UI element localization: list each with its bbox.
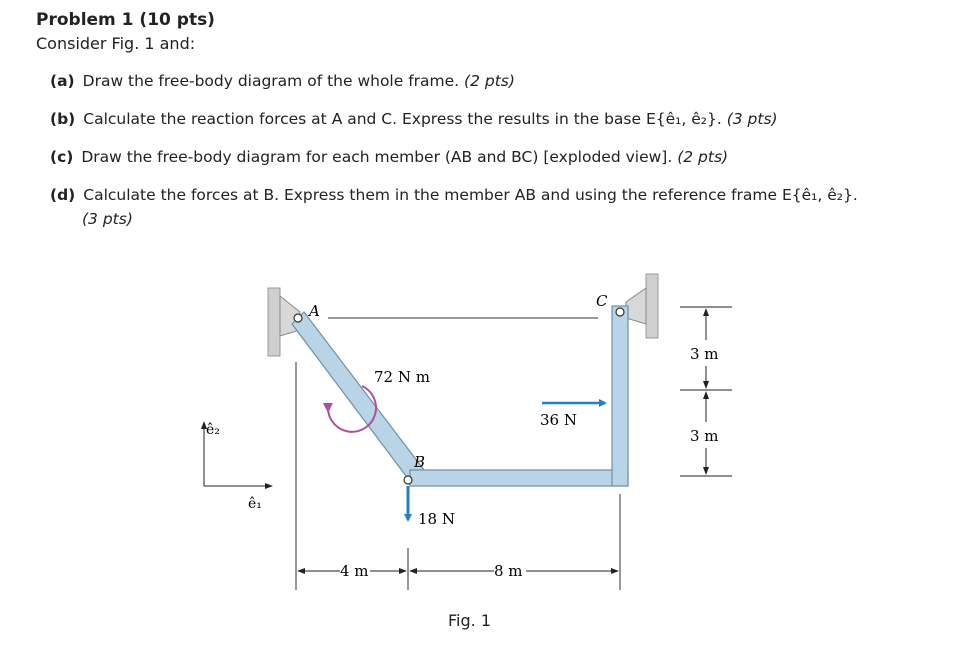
part-c-text: Draw the free-body diagram for each member (AB and BC) [exploded view].: [81, 148, 673, 166]
pin-a: [294, 314, 302, 322]
right-wall-support: [626, 274, 658, 338]
label-c: C: [596, 292, 608, 310]
dim-8m-label: 8 m: [494, 562, 523, 580]
basis-e1-label: ê₁: [248, 496, 262, 512]
label-a: A: [309, 302, 320, 320]
part-d-label: (d): [50, 186, 76, 204]
moment-label: 72 N m: [374, 368, 430, 386]
part-a-text: Draw the free-body diagram of the whole frame.: [82, 72, 460, 90]
label-b: B: [414, 453, 426, 471]
pin-b: [404, 476, 412, 484]
part-a-points: (2 pts): [464, 72, 515, 90]
member-ab: [292, 312, 424, 484]
force-18n-label: 18 N: [418, 510, 455, 528]
part-c-points: (2 pts): [677, 148, 729, 166]
dim-3m-lower-label: 3 m: [690, 427, 719, 445]
figure-caption: Fig. 1: [448, 611, 491, 630]
pin-c: [616, 308, 624, 316]
part-d-text: Calculate the forces at B. Express them in the member AB and using the reference frame E{ê₁, ê₂}.: [83, 186, 858, 204]
force-36n-label: 36 N: [540, 411, 577, 429]
dim-4m-label: 4 m: [340, 562, 369, 580]
part-b-text: Calculate the reaction forces at A and C. Express the results in the base E{ê₁, ê₂}.: [83, 110, 722, 128]
dim-3m-upper-label: 3 m: [690, 345, 719, 363]
problem-title: Problem 1 (10 pts): [36, 10, 215, 30]
basis-e2-label: ê₂: [206, 422, 220, 438]
part-d-points: (3 pts): [82, 210, 133, 228]
member-bc-vertical: [612, 306, 628, 486]
part-b-points: (3 pts): [726, 110, 778, 128]
part-b-label: (b): [50, 110, 76, 128]
member-bc-horizontal: [410, 470, 628, 486]
problem-intro: Consider Fig. 1 and:: [36, 34, 196, 53]
part-a-label: (a): [50, 72, 75, 90]
part-c-label: (c): [50, 148, 74, 166]
